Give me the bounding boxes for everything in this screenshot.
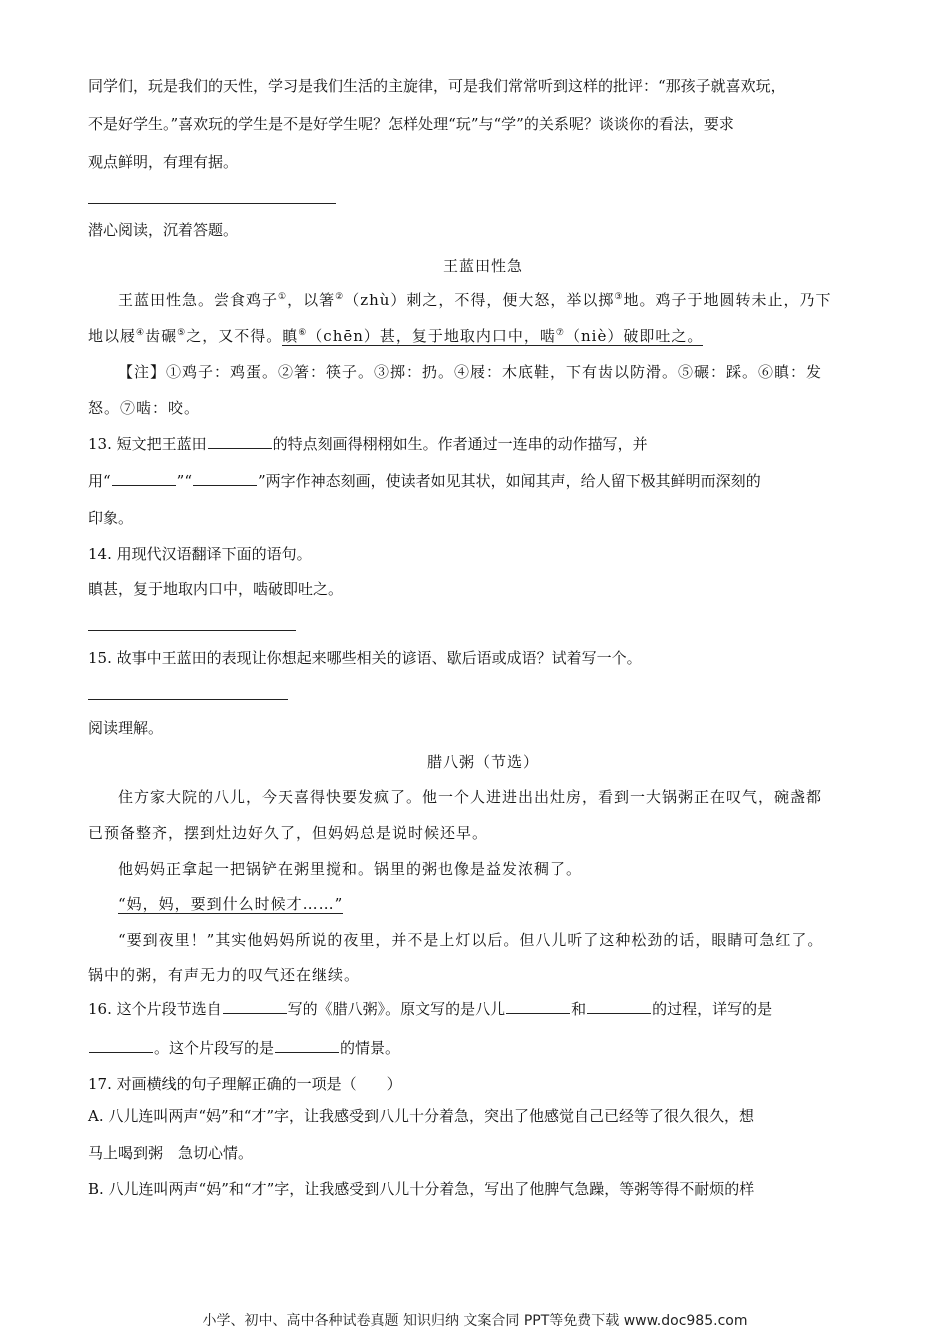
passage1-line-2 — [88, 326, 703, 346]
text-run: 齿碾 — [145, 327, 178, 345]
option-a-line-2[interactable]: 马上喝到粥 急切心情。 — [88, 1144, 254, 1162]
text-run: ”“ — [176, 472, 193, 490]
text-run: （niè）破即吐之。 — [564, 327, 704, 345]
essay-line-3: 观点鲜明，有理有据。 — [88, 153, 239, 171]
underlined-sentence — [282, 327, 703, 346]
text-run: 写的《腊八粥》。原文写的是八儿 — [287, 1000, 506, 1018]
fill-blank[interactable] — [208, 434, 272, 449]
section1-intro: 潜心阅读，沉着答题。 — [88, 221, 239, 239]
text-run: 用“ — [88, 472, 111, 490]
text-run: 16. 这个片段节选自 — [88, 1000, 222, 1018]
question-13-line-2 — [88, 471, 761, 491]
underlined-sentence: “妈，妈，要到什么时候才……” — [118, 895, 344, 913]
text-run: 13. 短文把王蓝田 — [88, 435, 207, 453]
passage2-line-6: 锅中的粥，有声无力的叹气还在继续。 — [88, 966, 361, 984]
option-b-line-1[interactable]: B. 八儿连叫两声“妈”和“才”字，让我感受到八儿十分着急，写出了他脾气急躁，等粥等得不耐烦的样 — [88, 1180, 755, 1198]
footnote-marker: ④ — [136, 328, 146, 338]
footnote-marker: ⑥ — [298, 328, 308, 338]
answer-line-14 — [88, 630, 296, 631]
question-17: 17. 对画横线的句子理解正确的一项是（ ） — [88, 1075, 402, 1093]
passage2-line-5: “要到夜里！”其实他妈妈所说的夜里，并不是上灯以后。但八儿听了这种松劲的话，眼睛可急红了。 — [118, 931, 824, 949]
fill-blank[interactable] — [112, 471, 176, 486]
text-run: 。这个片段写的是 — [154, 1039, 275, 1057]
fill-blank[interactable] — [275, 1038, 339, 1053]
text-run: 地。鸡子于地圆转未止，乃下 — [623, 291, 832, 309]
passage2-line-1: 住方家大院的八儿，今天喜得快要发疯了。他一个人进进出出灶房，看到一大锅粥正在叹气，碗盏都 — [118, 788, 823, 806]
passage2-line-3: 他妈妈正拿起一把锅铲在粥里搅和。锅里的粥也像是益发浓稠了。 — [118, 860, 583, 878]
footnote-marker: ② — [335, 292, 345, 302]
section2-title: 腊八粥（节选） — [426, 753, 539, 771]
text-run: （chēn）甚，复于地取内口中，啮 — [307, 327, 556, 345]
answer-line-essay — [88, 203, 336, 204]
text-run: ”两字作神态刻画，使读者如见其状，如闻其声，给人留下极其鲜明而深刻的 — [258, 472, 761, 490]
page-footer: 小学、初中、高中各种试卷真题 知识归纳 文案合同 PPT等免费下载 www.doc985.com — [202, 1313, 748, 1329]
note-line-2: 怒。⑦啮：咬。 — [88, 399, 201, 417]
footnote-marker: ⑤ — [177, 328, 187, 338]
fill-blank[interactable] — [89, 1038, 153, 1053]
text-run: 王蓝田性急。尝食鸡子 — [118, 291, 279, 309]
essay-line-1: 同学们，玩是我们的天性，学习是我们生活的主旋律，可是我们常常听到这样的批评：“那孩子就喜欢玩， — [88, 77, 786, 95]
note-line-1: 【注】①鸡子：鸡蛋。②箸：筷子。③掷：扔。④屐：木底鞋，下有齿以防滑。⑤碾：踩。⑥瞋：发 — [118, 363, 823, 381]
text-run: 之，又不得。 — [186, 327, 283, 345]
section2-intro: 阅读理解。 — [88, 719, 164, 737]
passage2-underlined-line — [118, 894, 343, 914]
footnote-marker: ① — [278, 292, 288, 302]
text-run: 的特点刻画得栩栩如生。作者通过一连串的动作描写，并 — [272, 435, 648, 453]
text-run: 瞋 — [282, 327, 299, 345]
passage1-line-1 — [88, 290, 832, 310]
passage2-line-2: 已预备整齐，摆到灶边好久了，但妈妈总是说时候还早。 — [88, 824, 489, 842]
question-16-line-2 — [88, 1038, 400, 1058]
text-run: 的过程，详写的是 — [652, 1000, 773, 1018]
answer-line-15 — [88, 699, 288, 700]
fill-blank[interactable] — [506, 999, 570, 1014]
text-run: ，以箸 — [287, 291, 336, 309]
essay-line-2: 不是好学生。”喜欢玩的学生是不是好学生呢？怎样处理“玩”与“学”的关系呢？谈谈你的看法，要求 — [88, 115, 734, 133]
option-a-line-1[interactable]: A. 八儿连叫两声“妈”和“才”字，让我感受到八儿十分着急，突出了他感觉自己已经等了很久很久，想 — [88, 1107, 755, 1125]
question-14-sentence: 瞋甚，复于地取内口中，啮破即吐之。 — [88, 580, 344, 598]
question-15: 15. 故事中王蓝田的表现让你想起来哪些相关的谚语、歇后语或成语？试着写一个。 — [88, 649, 642, 667]
text-run: （zhù）刺之，不得，便大怒，举以掷 — [344, 291, 615, 309]
text-run: 地以屐 — [88, 327, 137, 345]
fill-blank[interactable] — [193, 471, 257, 486]
footnote-marker: ③ — [614, 292, 624, 302]
text-run: 的情景。 — [340, 1039, 401, 1057]
question-13-line-1 — [88, 434, 648, 454]
footnote-marker: ⑦ — [555, 328, 565, 338]
fill-blank[interactable] — [587, 999, 651, 1014]
question-14: 14. 用现代汉语翻译下面的语句。 — [88, 545, 312, 563]
section1-title: 王蓝田性急 — [442, 257, 523, 275]
text-run: 和 — [571, 1000, 587, 1018]
question-13-line-3: 印象。 — [88, 509, 134, 527]
fill-blank[interactable] — [223, 999, 287, 1014]
question-16-line-1 — [88, 999, 772, 1019]
